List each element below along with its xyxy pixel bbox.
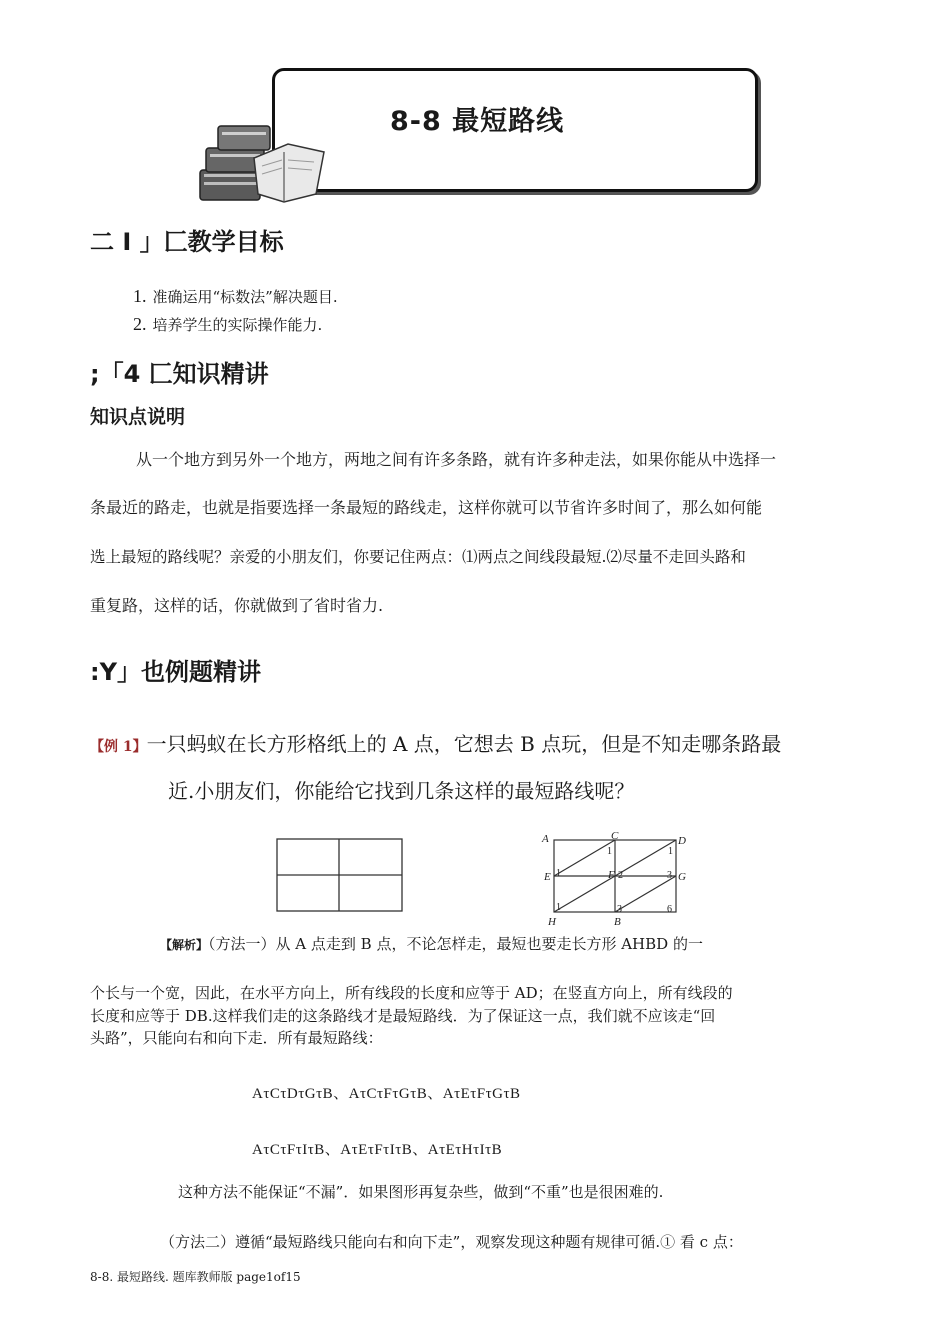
example-1-line-1: [90, 728, 781, 757]
goal-text: 培养学生的实际操作能力.: [152, 316, 323, 334]
goal-text: 准确运用“标数法”解决题目.: [152, 288, 338, 306]
goals-heading: 二 I 」匚教学目标: [90, 228, 284, 256]
label-f: F: [608, 869, 615, 881]
routes-line-1: AτCτDτGτB、AτCτFτGτB、AτEτFτGτB: [252, 1086, 521, 1102]
label-d: D: [678, 835, 686, 847]
analysis-line-3: 长度和应等于 DB.这样我们走的这条路线才是最短路线．为了保证这一点，我们就不应该走“回: [90, 1007, 716, 1025]
example-text: 一只蚂蚁在长方形格纸上的 A 点，它想去 B 点玩，但是不知走哪条路最: [146, 732, 782, 756]
grid-figure-plain: [276, 838, 404, 914]
books-icon: [196, 122, 326, 204]
knowledge-heading: ;「4 匚知识精讲: [90, 360, 269, 388]
count-e: 1: [556, 868, 561, 879]
analysis-line-2: 个长与一个宽，因此，在水平方向上，所有线段的长度和应等于 AD；在竖直方向上，所有线段的: [90, 984, 733, 1002]
count-f: 2: [618, 870, 623, 881]
knowledge-line-2: 条最近的路走，也就是指要选择一条最短的路线走，这样你就可以节省许多时间了，那么如何能: [90, 498, 763, 517]
page-footer: 8-8. 最短路线. 题库教师版 page1of15: [90, 1270, 301, 1284]
analysis-text: （方法一）从 A 点走到 B 点，不论怎样走，最短也要走长方形 AHBD 的一: [208, 935, 703, 953]
label-b: B: [614, 916, 621, 926]
count-d: 1: [668, 846, 673, 857]
count-i: 3: [617, 904, 622, 915]
analysis-label: 【解析】: [160, 938, 209, 952]
goal-item-2: [133, 314, 322, 335]
analysis-line-6: （方法二）遵循“最短路线只能向右和向下走”，观察发现这种题有规律可循.① 看 c 点：: [160, 1233, 743, 1251]
count-b: 6: [667, 904, 672, 915]
label-e: E: [544, 871, 551, 883]
label-a: A: [542, 833, 549, 845]
knowledge-line-4: 重复路，这样的话，你就做到了省时省力.: [90, 596, 384, 615]
knowledge-line-3: 选上最短的路线呢？亲爱的小朋友们，你要记住两点：⑴两点之间线段最短.⑵尽量不走回头路和: [90, 548, 746, 566]
knowledge-subheading: 知识点说明: [90, 406, 186, 428]
count-h: 1: [556, 902, 561, 913]
example-1-line-2: 近.小朋友们，你能给它找到几条这样的最短路线呢？: [168, 779, 635, 803]
example-label: 【例 1】: [90, 739, 147, 755]
analysis-line-4: 头路”，只能向右和向下走．所有最短路线：: [90, 1029, 383, 1047]
label-g: G: [678, 871, 686, 883]
page-title: 8-8 最短路线: [390, 106, 565, 137]
analysis-line-1: [160, 933, 703, 954]
goal-item-1: [133, 286, 338, 307]
goal-number: 1.: [133, 286, 147, 306]
goal-number: 2.: [133, 314, 147, 334]
label-c: C: [611, 830, 619, 842]
examples-heading: :Y」也例题精讲: [90, 658, 261, 686]
routes-line-2: AτCτFτIτB、AτEτFτIτB、AτEτHτIτB: [252, 1142, 503, 1158]
knowledge-line-1: 从一个地方到另外一个地方，两地之间有许多条路，就有许多种走法，如果你能从中选择一: [136, 450, 777, 469]
count-c: 1: [607, 846, 612, 857]
grid-figure-labeled: [538, 830, 688, 926]
analysis-line-5: 这种方法不能保证“不漏”．如果图形再复杂些，做到“不重”也是很困难的.: [178, 1183, 664, 1201]
count-g: 3: [667, 870, 672, 881]
label-h: H: [548, 916, 556, 926]
